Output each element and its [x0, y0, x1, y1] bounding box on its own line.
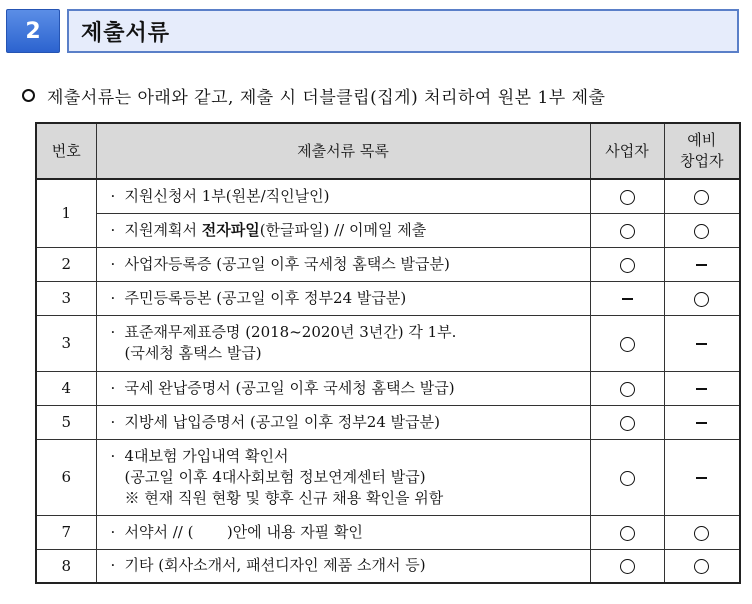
row-document — [96, 179, 590, 213]
section-title: 제출서류 — [81, 20, 171, 46]
circle-mark-icon — [694, 292, 709, 307]
table-row — [36, 247, 740, 281]
row-business-mark — [590, 371, 664, 405]
circle-mark-icon — [620, 382, 635, 397]
row-document-text: 국세 완납증명서 (공고일 이후 국세청 홈택스 발급) — [124, 378, 455, 397]
row-number: 3 — [36, 281, 96, 315]
row-document — [96, 213, 590, 247]
row-number: 7 — [36, 515, 96, 549]
header-number: 번호 — [36, 123, 96, 179]
row-prestartup-mark — [664, 371, 740, 405]
row-document — [96, 371, 590, 405]
row-document-text: 서약서 // ( )안에 내용 자필 확인 — [124, 522, 363, 541]
row-document-text-post: (한글파일) // 이메일 제출 — [259, 220, 427, 239]
circle-mark-icon — [620, 526, 635, 541]
row-business-mark — [590, 439, 664, 515]
table-row — [36, 439, 740, 515]
row-number: 8 — [36, 549, 96, 583]
row-document-text: 기타 (회사소개서, 패션디자인 제품 소개서 등) — [124, 556, 426, 575]
row-business-mark — [590, 247, 664, 281]
row-number: 5 — [36, 405, 96, 439]
row-prestartup-mark — [664, 515, 740, 549]
row-prestartup-mark — [664, 213, 740, 247]
row-bullet: · — [110, 323, 116, 341]
table-row — [36, 371, 740, 405]
section-number-badge: 2 — [6, 9, 60, 53]
circle-mark-icon — [620, 471, 635, 486]
documents-table — [35, 122, 741, 584]
dash-mark-icon — [696, 343, 707, 345]
table-row — [36, 281, 740, 315]
row-bullet: · — [110, 186, 116, 205]
row-bullet: · — [110, 446, 116, 465]
row-document-text-line2: (국세청 홈택스 발급) — [124, 344, 262, 362]
intro-text: 제출서류는 아래와 같고, 제출 시 더블클립(집게) 처리하여 원본 1부 제출 — [47, 87, 606, 108]
row-prestartup-mark — [664, 405, 740, 439]
circle-mark-icon — [620, 337, 635, 352]
row-document — [96, 549, 590, 583]
circle-mark-icon — [694, 559, 709, 574]
circle-mark-icon — [694, 526, 709, 541]
circle-mark-icon — [694, 190, 709, 205]
circle-mark-icon — [620, 258, 635, 273]
row-document-text: 사업자등록증 (공고일 이후 국세청 홈택스 발급분) — [124, 254, 450, 273]
table-header-row — [36, 123, 740, 179]
row-document-bold-text: 전자파일 — [201, 220, 260, 239]
header-prestartup — [664, 123, 740, 179]
section-title-box — [67, 9, 739, 53]
row-document — [96, 315, 590, 371]
row-business-mark — [590, 515, 664, 549]
row-business-mark — [590, 281, 664, 315]
header-prestartup-line2: 창업자 — [680, 152, 724, 170]
table-row — [36, 213, 740, 247]
row-document — [96, 515, 590, 549]
row-document-text: 표준재무제표증명 (2018~2020년 3년간) 각 1부. — [124, 323, 457, 341]
row-document-text: 지방세 납입증명서 (공고일 이후 정부24 발급분) — [124, 412, 440, 431]
row-bullet: · — [110, 378, 116, 397]
row-prestartup-mark — [664, 247, 740, 281]
row-document — [96, 247, 590, 281]
intro-line — [22, 80, 605, 110]
table-row — [36, 179, 740, 213]
row-business-mark — [590, 179, 664, 213]
row-document-text: 주민등록등본 (공고일 이후 정부24 발급분) — [124, 288, 407, 307]
dash-mark-icon — [696, 264, 707, 266]
row-prestartup-mark — [664, 439, 740, 515]
row-bullet: · — [110, 288, 116, 307]
table-row — [36, 405, 740, 439]
circle-mark-icon — [694, 224, 709, 239]
dash-mark-icon — [696, 388, 707, 390]
row-prestartup-mark — [664, 315, 740, 371]
header-prestartup-line1: 예비 — [687, 131, 717, 149]
row-number: 6 — [36, 439, 96, 515]
row-business-mark — [590, 549, 664, 583]
dash-mark-icon — [696, 477, 707, 479]
dash-mark-icon — [696, 422, 707, 424]
circle-mark-icon — [620, 224, 635, 239]
row-business-mark — [590, 405, 664, 439]
circle-mark-icon — [620, 559, 635, 574]
table-row — [36, 549, 740, 583]
row-number: 4 — [36, 371, 96, 405]
header-business: 사업자 — [590, 123, 664, 179]
row-bullet: · — [110, 522, 116, 541]
table-row — [36, 315, 740, 371]
row-document — [96, 405, 590, 439]
row-business-mark — [590, 213, 664, 247]
row-prestartup-mark — [664, 179, 740, 213]
circle-mark-icon — [620, 190, 635, 205]
row-bullet: · — [110, 254, 116, 273]
row-document-text: 지원신청서 1부(원본/직인날인) — [124, 186, 330, 205]
row-prestartup-mark — [664, 549, 740, 583]
row-document — [96, 281, 590, 315]
row-document-text: 4대보험 가입내역 확인서 — [124, 446, 289, 465]
row-document-text-line2: (공고일 이후 4대사회보험 정보연계센터 발급) — [124, 467, 426, 486]
row-bullet: · — [110, 412, 116, 431]
row-number: 2 — [36, 247, 96, 281]
row-number: 1 — [36, 179, 96, 247]
table-row — [36, 515, 740, 549]
row-number: 3 — [36, 315, 96, 371]
row-business-mark — [590, 315, 664, 371]
row-prestartup-mark — [664, 281, 740, 315]
header-documents: 제출서류 목록 — [96, 123, 590, 179]
circle-mark-icon — [620, 416, 635, 431]
row-document-note: ※ 현재 직원 현황 및 향후 신규 채용 확인을 위함 — [124, 488, 444, 507]
dash-mark-icon — [622, 298, 633, 300]
hollow-circle-bullet-icon — [22, 89, 35, 102]
row-bullet: · — [110, 220, 116, 239]
row-bullet: · — [110, 556, 116, 575]
row-document — [96, 439, 590, 515]
row-document-text: 지원계획서 — [124, 220, 202, 239]
